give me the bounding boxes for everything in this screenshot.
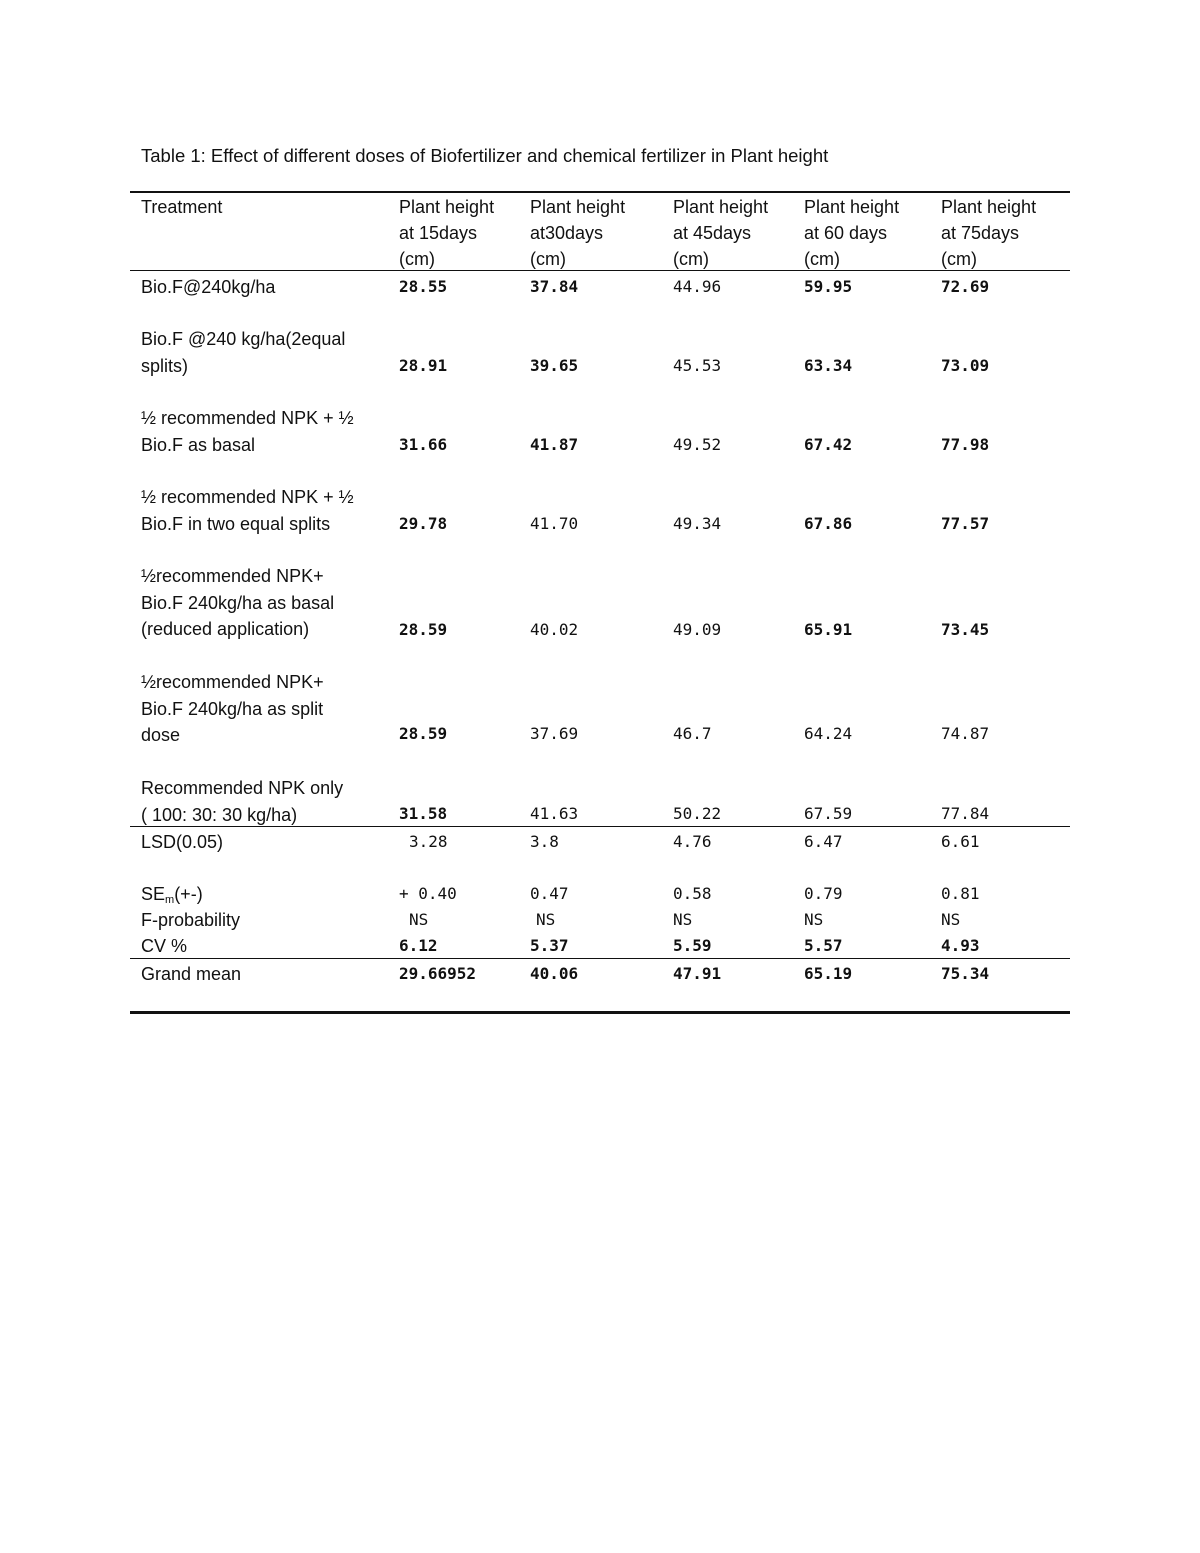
row-treatment: ½ recommended NPK + ½ Bio.F in two equal splits [141,487,354,534]
row-value: 41.63 [530,804,579,823]
sem-label-main: SE [141,884,166,904]
stat-value: + 0.40 [399,884,457,903]
row-value: 67.42 [804,435,853,454]
row-value: 28.59 [399,724,448,743]
stat-label-f-probability: F-probability [141,910,241,930]
stat-value: 75.34 [941,964,990,983]
stat-value: 6.61 [941,832,980,851]
column-header-30-days: Plant height at30days (cm) [530,197,626,269]
column-header-treatment: Treatment [141,197,223,217]
column-header-15-days: Plant height at 15days (cm) [399,197,495,269]
row-value: 46.7 [673,724,712,743]
row-treatment: ½ recommended NPK + ½ Bio.F as basal [141,408,354,455]
row-value: 44.96 [673,277,722,296]
stat-label-cv: CV % [141,936,188,956]
row-value: 37.84 [530,277,579,296]
stat-value: NS [804,910,824,929]
stat-value: 29.66952 [399,964,477,983]
table-bottom-rule [130,1011,1070,1014]
stat-value: 3.28 [409,832,448,851]
stat-value: 47.91 [673,964,722,983]
row-value: 28.59 [399,620,448,639]
stat-label-grand-mean: Grand mean [141,964,242,984]
sem-label-tail: (+-) [174,884,203,904]
column-header-45-days: Plant height at 45days (cm) [673,197,769,269]
stat-value: 0.81 [941,884,980,903]
row-value: 41.87 [530,435,579,454]
row-value: 77.84 [941,804,990,823]
stats-bottom-rule [130,958,1070,959]
stat-value: NS [941,910,961,929]
row-value: 37.69 [530,724,579,743]
row-value: 41.70 [530,514,579,533]
row-value: 31.66 [399,435,448,454]
row-value: 28.91 [399,356,448,375]
row-treatment: Bio.F @240 kg/ha(2equal splits) [141,329,346,376]
stat-value: 5.57 [804,936,843,955]
stat-value: 0.79 [804,884,843,903]
stat-value: 5.59 [673,936,712,955]
row-value: 64.24 [804,724,853,743]
row-value: 29.78 [399,514,448,533]
row-value: 45.53 [673,356,722,375]
stat-value: 0.47 [530,884,569,903]
row-value: 67.86 [804,514,853,533]
stat-value: 4.93 [941,936,980,955]
row-value: 65.91 [804,620,853,639]
row-value: 49.52 [673,435,722,454]
row-value: 72.69 [941,277,990,296]
row-treatment: Recommended NPK only ( 100: 30: 30 kg/ha) [141,778,344,825]
stat-value: NS [536,910,556,929]
row-value: 67.59 [804,804,853,823]
stat-value: 5.37 [530,936,569,955]
header-bottom-rule [130,270,1070,271]
stat-value: 6.12 [399,936,438,955]
row-value: 40.02 [530,620,579,639]
stat-label-lsd: LSD(0.05) [141,832,224,852]
stat-value: NS [409,910,429,929]
row-value: 39.65 [530,356,579,375]
table-top-rule [130,191,1070,193]
row-value: 77.57 [941,514,990,533]
row-value: 74.87 [941,724,990,743]
row-treatment: ½recommended NPK+ Bio.F 240kg/ha as split dose [141,672,324,745]
stat-value: 0.58 [673,884,712,903]
row-value: 59.95 [804,277,853,296]
stat-value: 40.06 [530,964,579,983]
sem-label-subscript: m [165,894,175,906]
stat-label-sem [141,881,203,908]
row-treatment: ½recommended NPK+ Bio.F 240kg/ha as basal (reduced application) [141,566,335,639]
row-treatment: Bio.F@240kg/ha [141,277,276,297]
row-value: 49.34 [673,514,722,533]
row-value: 73.45 [941,620,990,639]
row-value: 77.98 [941,435,990,454]
row-value: 50.22 [673,804,722,823]
table-caption: Table 1: Effect of different doses of Biofertilizer and chemical fertilizer in Plant height [141,145,829,166]
row-value: 28.55 [399,277,448,296]
row-value: 49.09 [673,620,722,639]
column-header-75-days: Plant height at 75days (cm) [941,197,1037,269]
stat-value: 6.47 [804,832,843,851]
row-value: 63.34 [804,356,853,375]
stat-value: NS [673,910,693,929]
stat-value: 65.19 [804,964,853,983]
body-bottom-rule [130,826,1070,827]
row-value: 73.09 [941,356,990,375]
stat-value: 3.8 [530,832,559,851]
column-header-60-days: Plant height at 60 days (cm) [804,197,900,269]
stat-value: 4.76 [673,832,712,851]
row-value: 31.58 [399,804,448,823]
